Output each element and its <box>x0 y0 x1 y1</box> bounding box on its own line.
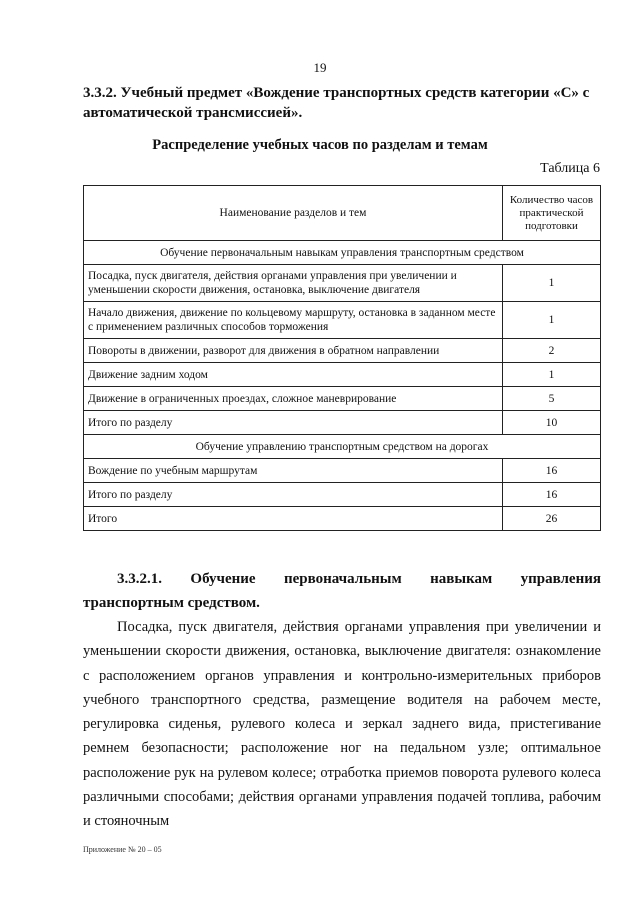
topic-hours: 5 <box>503 387 601 411</box>
subtotal-row <box>84 483 601 507</box>
table-row <box>84 339 601 363</box>
section-title: Обучение первоначальным навыкам управления транспортным средством <box>84 241 601 265</box>
table-header-row <box>84 186 601 241</box>
topic-hours: 1 <box>503 363 601 387</box>
topic-name: Начало движения, движение по кольцевому маршруту, остановка в заданном месте с применением различных способов торможения <box>84 302 503 339</box>
topic-hours: 1 <box>503 265 601 302</box>
topic-name: Повороты в движении, разворот для движения в обратном направлении <box>84 339 503 363</box>
table-row <box>84 459 601 483</box>
section-heading: 3.3.2. Учебный предмет «Вождение транспортных средств категории «С» с автоматической трансмиссией». <box>83 85 590 121</box>
total-hours: 26 <box>503 507 601 531</box>
topic-name: Вождение по учебным маршрутам <box>84 459 503 483</box>
section-title: Обучение управлению транспортным средством на дорогах <box>84 435 601 459</box>
subtotal-label: Итого по разделу <box>84 483 503 507</box>
subsection-title: 3.3.2.1. Обучение первоначальным навыкам управления транспортным средством. <box>83 571 601 611</box>
topic-hours: 16 <box>503 459 601 483</box>
table-row <box>84 265 601 302</box>
table-row <box>84 363 601 387</box>
table-caption: Распределение учебных часов по разделам и темам <box>152 137 488 153</box>
subtotal-label: Итого по разделу <box>84 411 503 435</box>
footer-note: Приложение № 20 – 05 <box>83 845 162 854</box>
topic-name: Посадка, пуск двигателя, действия органами управления при увеличении и уменьшении скорости движения, остановка, выключение двигателя <box>84 265 503 302</box>
topic-name: Движение в ограниченных проездах, сложное маневрирование <box>84 387 503 411</box>
section-row <box>84 241 601 265</box>
table-number-label: Таблица 6 <box>540 161 600 176</box>
subtotal-row <box>84 411 601 435</box>
subtotal-hours: 16 <box>503 483 601 507</box>
section-row <box>84 435 601 459</box>
total-row <box>84 507 601 531</box>
hours-table <box>83 185 601 531</box>
table-row <box>84 302 601 339</box>
page-number: 19 <box>313 60 327 75</box>
header-hours: Количество часов практической подготовки <box>503 186 601 241</box>
topic-hours: 2 <box>503 339 601 363</box>
topic-hours: 1 <box>503 302 601 339</box>
table-row <box>84 387 601 411</box>
body-paragraph: Посадка, пуск двигателя, действия органами управления при увеличении и уменьшении скорости движения, остановка, выключение двигателя: ознакомление с расположением органов управления и контрольно-измерительных приборов учебного транспортного средства, размещение водителя на рабочем месте, регулировка сиденья, рулевого колеса и зеркал заднего вида, пристегивание ремнем безопасности; расположение ног на педальном узле; оптимальное расположение рук на рулевом колесе; отработка приемов поворота рулевого колеса различными способами; действия органами управления подачей топлива, рабочим и стояночным <box>83 619 601 830</box>
total-label: Итого <box>84 507 503 531</box>
subtotal-hours: 10 <box>503 411 601 435</box>
header-topic-name: Наименование разделов и тем <box>84 186 503 241</box>
topic-name: Движение задним ходом <box>84 363 503 387</box>
